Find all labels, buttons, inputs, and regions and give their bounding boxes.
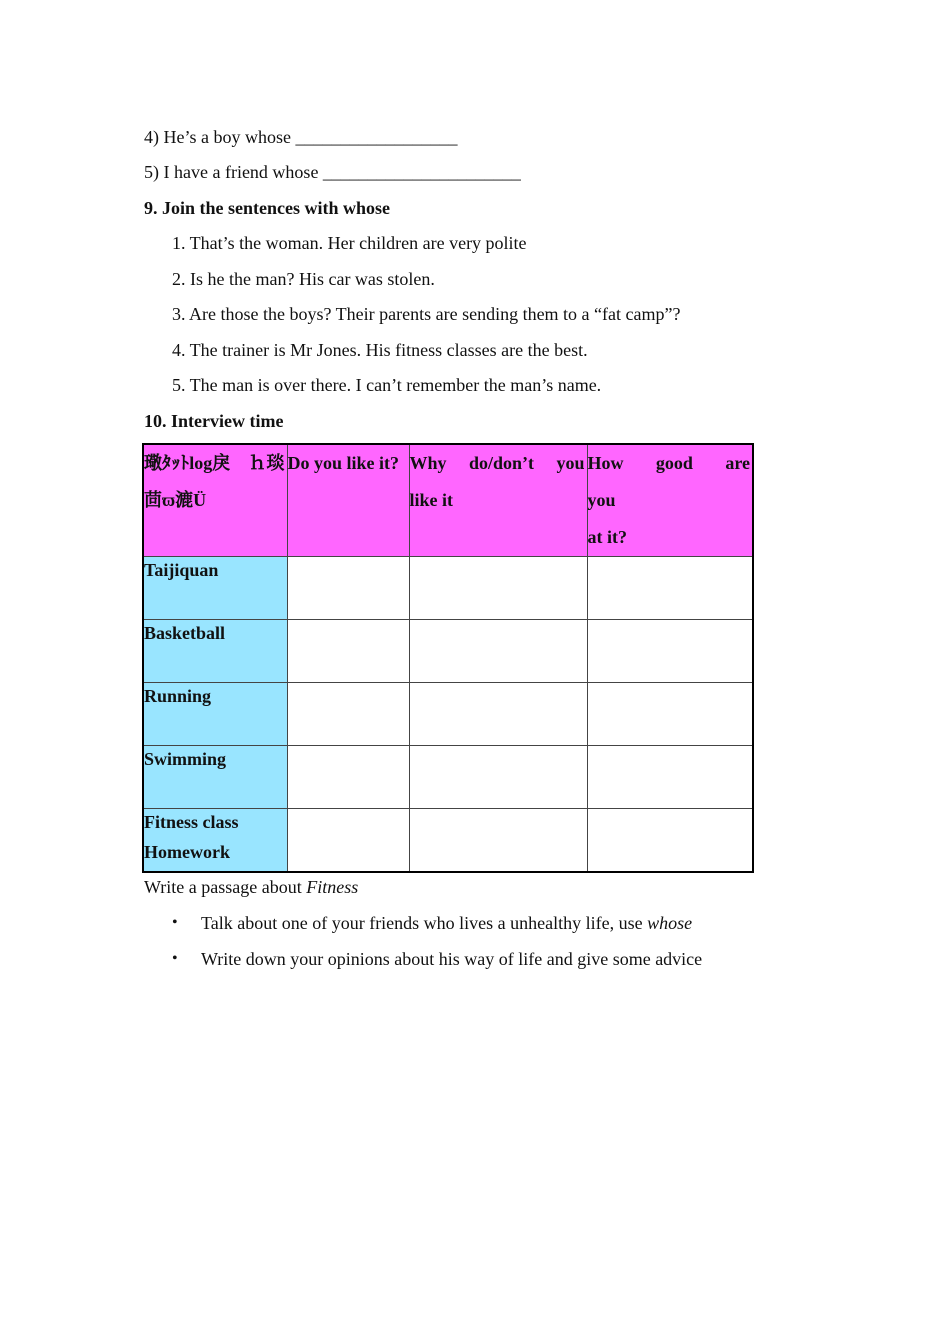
join-item-2: 2. Is he the man? His car was stolen. — [172, 269, 435, 289]
section-10-heading: 10. Interview time — [144, 411, 284, 431]
join-item-4: 4. The trainer is Mr Jones. His fitness classes are the best. — [172, 340, 588, 360]
header-cell-like: Do you like it? — [287, 444, 409, 557]
bullet-icon: • — [172, 914, 178, 931]
answer-cell[interactable] — [409, 557, 587, 620]
answer-cell[interactable] — [587, 809, 753, 873]
answer-cell[interactable] — [409, 746, 587, 809]
answer-cell[interactable] — [287, 809, 409, 873]
join-item-3: 3. Are those the boys? Their parents are sending them to a “fat camp”? — [172, 304, 681, 324]
row-label-running: Running — [143, 683, 287, 746]
sentence-4: 4) He’s a boy whose __________________ — [144, 127, 458, 147]
interview-table — [142, 443, 768, 873]
table-row — [143, 746, 753, 809]
answer-cell[interactable] — [587, 620, 753, 683]
join-item-5: 5. The man is over there. I can’t remember the man’s name. — [172, 375, 602, 395]
homework-heading: Homework — [144, 842, 230, 862]
answer-cell[interactable] — [287, 746, 409, 809]
table-row — [143, 557, 753, 620]
table-row — [143, 620, 753, 683]
sentence-5: 5) I have a friend whose ______________________ — [144, 162, 521, 182]
table-row — [143, 809, 753, 873]
answer-cell[interactable] — [287, 683, 409, 746]
table-header-row — [143, 444, 753, 557]
row-label-basketball: Basketball — [143, 620, 287, 683]
header-cell-garbled: 璥ﾀｯﾄlog戾 ｈ琰 茴ϖ漉Ü — [143, 444, 287, 557]
table-row — [143, 683, 753, 746]
homework-task-list — [172, 906, 702, 978]
list-item: • Write down your opinions about his way of life and give some advice — [172, 942, 702, 978]
header-cell-why: Why do/don’t you like it — [409, 444, 587, 557]
answer-cell[interactable] — [287, 620, 409, 683]
join-item-1: 1. That’s the woman. Her children are very polite — [172, 233, 527, 253]
row-label-taijiquan: Taijiquan — [143, 557, 287, 620]
list-item: • Talk about one of your friends who lives a unhealthy life, use whose — [172, 906, 702, 942]
answer-cell[interactable] — [587, 557, 753, 620]
answer-cell[interactable] — [409, 683, 587, 746]
row-label-fitness-class: Fitness class — [143, 809, 287, 873]
answer-cell[interactable] — [587, 683, 753, 746]
answer-cell[interactable] — [587, 746, 753, 809]
section-9-heading: 9. Join the sentences with whose — [144, 198, 390, 218]
answer-cell[interactable] — [287, 557, 409, 620]
answer-cell[interactable] — [409, 620, 587, 683]
homework-intro: Write a passage about Fitness — [144, 877, 359, 897]
answer-cell[interactable] — [409, 809, 587, 873]
row-label-swimming: Swimming — [143, 746, 287, 809]
header-cell-how-good: How good are you at it? — [587, 444, 753, 557]
bullet-icon: • — [172, 950, 178, 967]
